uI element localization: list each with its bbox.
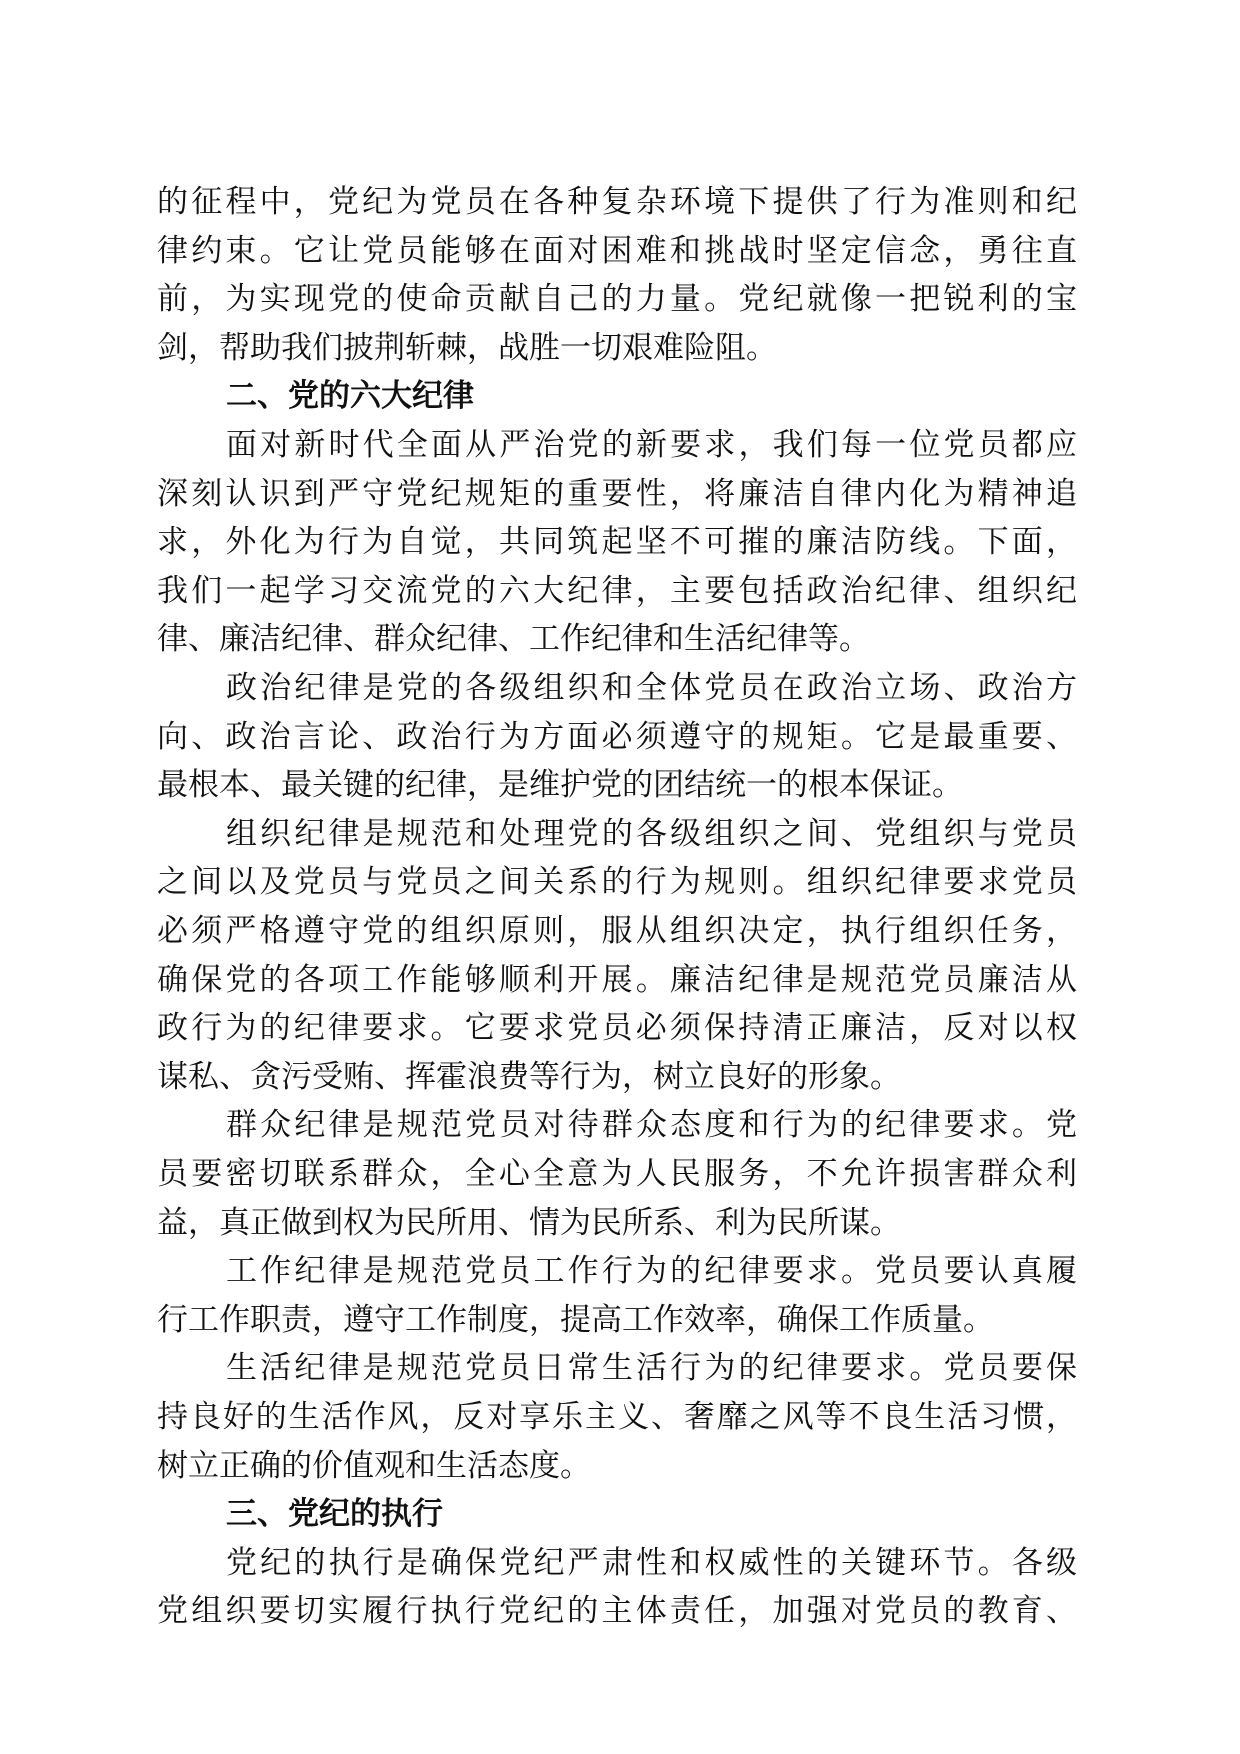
- paragraph-line: 生活纪律是规范党员日常生活行为的纪律要求。党员要保: [226, 1350, 1077, 1386]
- paragraph-line: 律约束。它让党员能够在面对困难和挑战时坚定信念，勇往直: [157, 233, 1077, 269]
- paragraph-line: 剑，帮助我们披荆斩棘，战胜一切艰难险阻。: [157, 330, 777, 366]
- section-heading: 二、党的六大纪律: [226, 378, 474, 414]
- paragraph-line: 组织纪律是规范和处理党的各级组织之间、党组织与党员: [226, 816, 1077, 852]
- paragraph-line: 益，真正做到权为民所用、情为民所系、利为民所谋。: [157, 1205, 901, 1241]
- paragraph-line: 行工作职责，遵守工作制度，提高工作效率，确保工作质量。: [157, 1302, 994, 1338]
- paragraph-line: 深刻认识到严守党纪规矩的重要性，将廉洁自律内化为精神追: [157, 476, 1077, 512]
- paragraph-line: 确保党的各项工作能够顺利开展。廉洁纪律是规范党员廉洁从: [157, 962, 1077, 998]
- paragraph-line: 律、廉洁纪律、群众纪律、工作纪律和生活纪律等。: [157, 621, 870, 657]
- paragraph-line: 群众纪律是规范党员对待群众态度和行为的纪律要求。党: [226, 1107, 1077, 1143]
- paragraph-line: 政治纪律是党的各级组织和全体党员在政治立场、政治方: [226, 670, 1077, 706]
- paragraph-line: 求，外化为行为自觉，共同筑起坚不可摧的廉洁防线。下面，: [157, 524, 1077, 560]
- paragraph-line: 谋私、贪污受贿、挥霍浪费等行为，树立良好的形象。: [157, 1059, 901, 1095]
- paragraph-line: 树立正确的价值观和生活态度。: [157, 1448, 591, 1484]
- paragraph-line: 我们一起学习交流党的六大纪律，主要包括政治纪律、组织纪: [157, 573, 1077, 609]
- paragraph-line: 政行为的纪律要求。它要求党员必须保持清正廉洁，反对以权: [157, 1010, 1077, 1046]
- paragraph-line: 的征程中，党纪为党员在各种复杂环境下提供了行为准则和纪: [157, 184, 1077, 220]
- paragraph-line: 员要密切联系群众，全心全意为人民服务，不允许损害群众利: [157, 1156, 1077, 1192]
- paragraph-line: 必须严格遵守党的组织原则，服从组织决定，执行组织任务，: [157, 913, 1077, 949]
- paragraph-line: 之间以及党员与党员之间关系的行为规则。组织纪律要求党员: [157, 864, 1077, 900]
- paragraph-line: 前，为实现党的使命贡献自己的力量。党纪就像一把锐利的宝: [157, 281, 1077, 317]
- paragraph-line: 党纪的执行是确保党纪严肃性和权威性的关键环节。各级: [226, 1545, 1077, 1581]
- paragraph-line: 工作纪律是规范党员工作行为的纪律要求。党员要认真履: [226, 1253, 1077, 1289]
- paragraph-line: 持良好的生活作风，反对享乐主义、奢靡之风等不良生活习惯，: [157, 1399, 1077, 1435]
- paragraph-line: 最根本、最关键的纪律，是维护党的团结统一的根本保证。: [157, 767, 963, 803]
- paragraph-line: 党组织要切实履行执行党纪的主体责任，加强对党员的教育、: [157, 1593, 1077, 1629]
- paragraph-line: 向、政治言论、政治行为方面必须遵守的规矩。它是最重要、: [157, 719, 1077, 755]
- section-heading: 三、党纪的执行: [226, 1496, 443, 1532]
- paragraph-line: 面对新时代全面从严治党的新要求，我们每一位党员都应: [226, 427, 1077, 463]
